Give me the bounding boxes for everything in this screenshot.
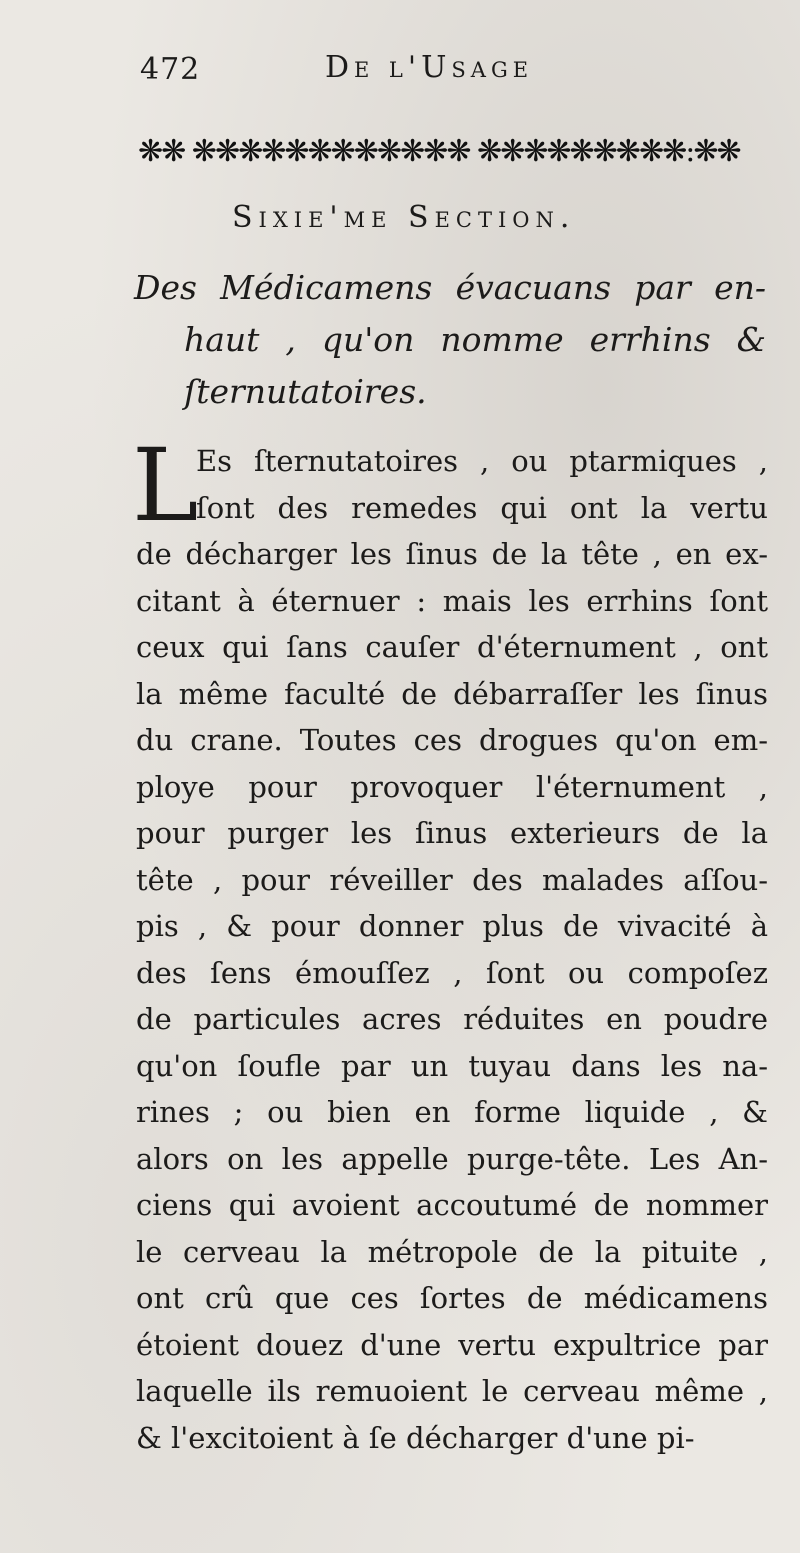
running-title: De l'Usage xyxy=(325,50,534,85)
text-line: Es ſternutatoires , ou ptarmiques , xyxy=(196,444,768,478)
text-line: pour purger les ſinus exterieurs de la xyxy=(136,816,768,850)
text-line: tête , pour réveiller des malades aſſou- xyxy=(136,862,768,897)
text-line: alors on les appelle purge-tête. Les An- xyxy=(136,1141,768,1176)
section-heading: Sixie'me Section. xyxy=(232,200,576,235)
text-line: rines ; ou bien en forme liquide , & xyxy=(136,1095,768,1129)
text-line: & l'excitoient à ſe décharger d'une pi- xyxy=(136,1420,695,1455)
page-header xyxy=(140,52,760,102)
drop-cap: L xyxy=(132,427,199,544)
text-line: pis , & pour donner plus de vivacité à xyxy=(136,909,768,943)
text-line: ciens qui avoient accoutumé de nommer xyxy=(136,1188,768,1222)
text-line: le cerveau la métropole de la pituite , xyxy=(136,1234,768,1269)
text-line: ploye pour provoquer l'éternument , xyxy=(136,769,768,804)
section-title-line: haut , qu'on nomme errhins & xyxy=(184,320,766,359)
text-line: des ſens émouſſez , ſont ou compoſez xyxy=(136,955,768,990)
text-line: qu'on ſoufle par un tuyau dans les na- xyxy=(136,1048,768,1083)
text-line: ont crû que ces ſortes de médicamens xyxy=(136,1281,768,1315)
section-title-line: Des Médicamens évacuans par en- xyxy=(134,268,766,307)
text-line: citant à éternuer : mais les errhins ſont xyxy=(136,583,768,618)
text-line: du crane. Toutes ces drogues qu'on em- xyxy=(136,723,768,757)
section-title-line: ſternutatoires. xyxy=(184,372,427,411)
text-line: de décharger les ſinus de la tête , en ex- xyxy=(136,537,768,571)
text-line: ceux qui ſans cauſer d'éternument , ont xyxy=(136,630,768,664)
text-line: de particules acres réduites en poudre xyxy=(136,1002,768,1036)
ornamental-band: ❋❋ ❋❋❋❋❋❋❋❋❋❋❋❋ ❋❋❋❋❋❋❋❋❋:❋❋ xyxy=(138,134,740,169)
text-line: étoient douez d'une vertu expultrice par xyxy=(136,1327,768,1362)
page-number: 472 xyxy=(140,52,201,87)
text-line: laquelle ils remuoient le cerveau même , xyxy=(136,1374,768,1408)
section-title xyxy=(134,262,774,418)
text-line: ſont des remedes qui ont la vertu xyxy=(196,490,768,525)
body-text xyxy=(132,427,768,1461)
text-line: la même faculté de débarraſſer les ſinus xyxy=(136,676,768,711)
